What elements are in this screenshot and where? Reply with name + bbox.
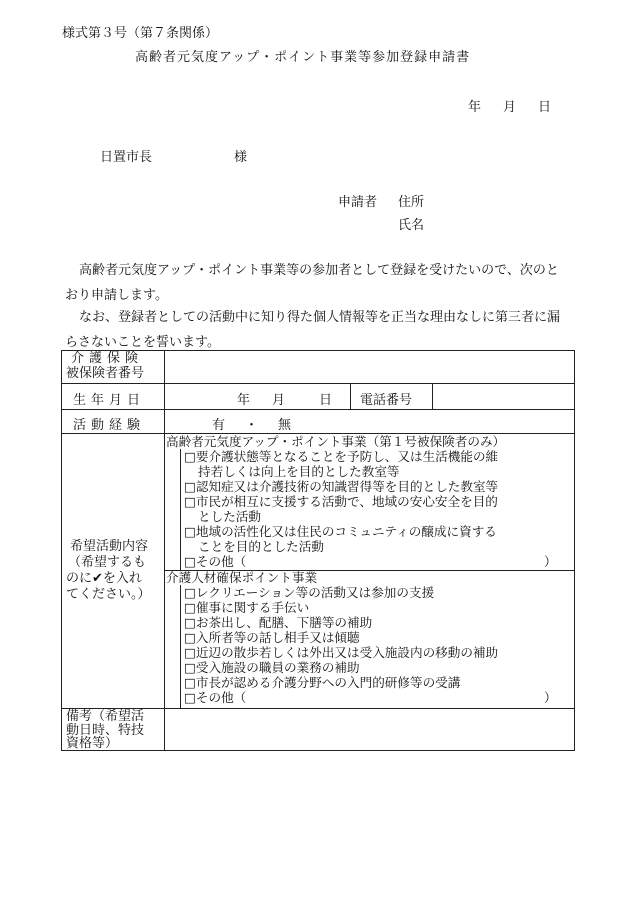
experience-label: 活動経験	[73, 418, 146, 433]
option-community-revitalization-cont: ことを目的とした活動	[198, 539, 324, 554]
remarks-label-cont-2: 資格等）	[66, 736, 119, 751]
section-care-staff-title: 介護人材確保ポイント事業	[166, 570, 318, 585]
honorific: 様	[234, 150, 248, 165]
privacy-pledge: なお、登録者としての活動中に知り得た個人情報等を正当な理由なしに第三者に漏らさないことを誓います。	[65, 310, 561, 350]
section1-other-close: ）	[544, 554, 557, 569]
section-genkido-title: 高齢者元気度アップ・ポイント事業（第１号被保険者のみ）	[166, 434, 506, 449]
address-label: 住所	[398, 195, 425, 210]
insurance-label: 介護保険	[71, 351, 144, 366]
experience-yes-option[interactable]: 有	[212, 418, 226, 433]
option-event-help[interactable]: □催事に関する手伝い	[184, 600, 310, 615]
remarks-label: 備考（希望活	[66, 709, 145, 724]
option-dementia-care-class[interactable]: □認知症又は介護技術の知識習得等を目的とした教室等	[184, 479, 499, 494]
date-month-label: 月	[503, 100, 517, 115]
date-year-label: 年	[468, 100, 482, 115]
desired-activity-note-2: のに✔を入れ	[66, 571, 142, 586]
option-community-revitalization[interactable]: □地域の活性化又は住民のコミュニティの醸成に資する	[184, 524, 497, 539]
option-care-prevention-class-cont: 持若しくは向上を目的とした教室等	[198, 464, 400, 479]
option-walk-assistance[interactable]: □近辺の散歩若しくは外出又は受入施設内の移動の補助	[184, 645, 499, 660]
applicant-label: 申請者	[338, 195, 378, 210]
remarks-label-cont-1: 動日時、特技	[66, 722, 145, 738]
remarks-field[interactable]	[166, 710, 572, 749]
option-section1-other[interactable]: □その他（	[184, 554, 247, 569]
phone-field[interactable]	[434, 385, 572, 408]
birth-year-label: 年	[237, 393, 251, 408]
option-listening[interactable]: □入所者等の話し相手又は傾聴	[184, 630, 360, 645]
birth-month-label: 月	[272, 393, 286, 408]
application-statement: 高齢者元気度アップ・ポイント事業等の参加者として登録を受けたいので、次のとおり申請します。	[65, 263, 559, 303]
form-number: 様式第３号（第７条関係）	[62, 26, 219, 41]
insured-number-label: 被保険者番号	[66, 366, 145, 381]
option-intro-training[interactable]: □市長が認める介護分野への入門的研修等の受講	[184, 675, 461, 690]
name-label: 氏名	[398, 218, 425, 233]
desired-activity-note-3: てください。）	[66, 587, 151, 602]
experience-separator: ・	[245, 418, 259, 433]
option-care-prevention-class[interactable]: □要介護状態等となることを予防し、又は生活機能の維	[184, 449, 499, 464]
desired-activity-note-1: （希望するも	[68, 555, 147, 570]
birth-day-label: 日	[319, 393, 333, 408]
desired-activity-label: 希望活動内容	[70, 539, 149, 554]
insured-number-field[interactable]	[166, 352, 572, 382]
section2-other-close: ）	[544, 690, 557, 705]
option-mutual-support[interactable]: □市民が相互に支援する活動で、地域の安心安全を目的	[184, 494, 498, 509]
document-title: 高齢者元気度アップ・ポイント事業等参加登録申請書	[135, 50, 471, 65]
experience-no-option[interactable]: 無	[278, 418, 292, 433]
date-day-label: 日	[538, 100, 552, 115]
application-form-table	[61, 350, 575, 751]
birth-date-label: 生年月日	[73, 393, 146, 408]
option-mutual-support-cont: とした活動	[198, 509, 261, 524]
addressee-name: 日置市長	[100, 150, 153, 165]
option-section2-other[interactable]: □その他（	[184, 690, 247, 705]
date-line	[468, 96, 551, 115]
option-tea-serving[interactable]: □お茶出し、配膳、下膳等の補助	[184, 615, 373, 630]
phone-label: 電話番号	[360, 393, 413, 408]
option-recreation-support[interactable]: □レクリエーション等の活動又は参加の支援	[184, 585, 435, 600]
addressee	[100, 146, 247, 165]
option-staff-assistance[interactable]: □受入施設の職員の業務の補助	[184, 660, 360, 675]
